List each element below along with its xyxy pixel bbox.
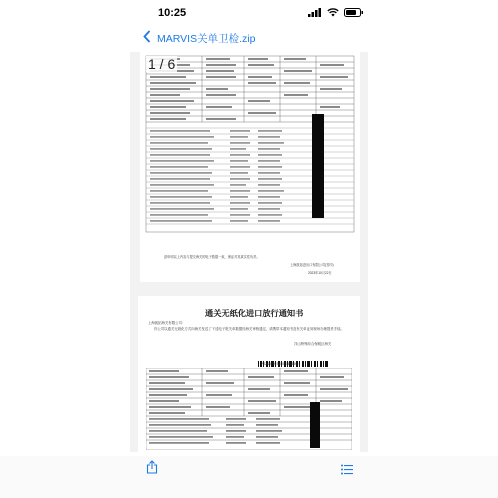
document-page-1 <box>140 52 360 282</box>
chevron-left-icon <box>143 30 151 43</box>
status-icons <box>308 8 364 17</box>
bottom-toolbar <box>0 456 498 498</box>
battery-icon <box>344 8 364 17</box>
page2-title: 通关无纸化进口放行通知书 <box>205 309 304 318</box>
redaction-bar <box>310 402 320 448</box>
page2-body: 你公司以通关无纸化方式向海关发送了下述电子报关单数据经海关审核通过，请携带本通知书及有关单证到现场办理提货手续。 <box>154 327 344 331</box>
signal-icon <box>308 8 322 17</box>
redaction-bar <box>312 114 324 218</box>
list-icon <box>341 464 353 475</box>
barcode-text: *224920231000062650* <box>262 362 299 366</box>
declaration-form-table <box>140 52 360 282</box>
page1-footer-note: 兹申明以上内容与提交海关的电子数据一致，保证对其真实性负责。 <box>164 255 260 259</box>
list-button[interactable] <box>341 462 353 480</box>
page1-date: 2023年10月22日 <box>308 271 332 275</box>
page1-stamp-company: 上海凯拓进出口有限公司(签印) <box>290 263 334 267</box>
barcode <box>258 354 330 360</box>
document-title: MARVIS关单卫检.zip <box>157 33 256 45</box>
status-bar <box>0 0 498 26</box>
wifi-icon <box>327 8 339 17</box>
release-form-table <box>146 368 352 450</box>
back-button[interactable] <box>143 30 151 46</box>
page2-addressee: 上海凯拓海关有限公司： <box>148 321 186 325</box>
page-indicator: 1 / 6 <box>148 56 176 72</box>
page2-customs-unit: 洋山特殊综合保税区海关 <box>294 342 332 346</box>
document-page-2 <box>138 296 360 452</box>
share-button[interactable] <box>146 460 158 479</box>
share-icon <box>146 460 158 474</box>
status-time: 10:25 <box>158 7 187 19</box>
